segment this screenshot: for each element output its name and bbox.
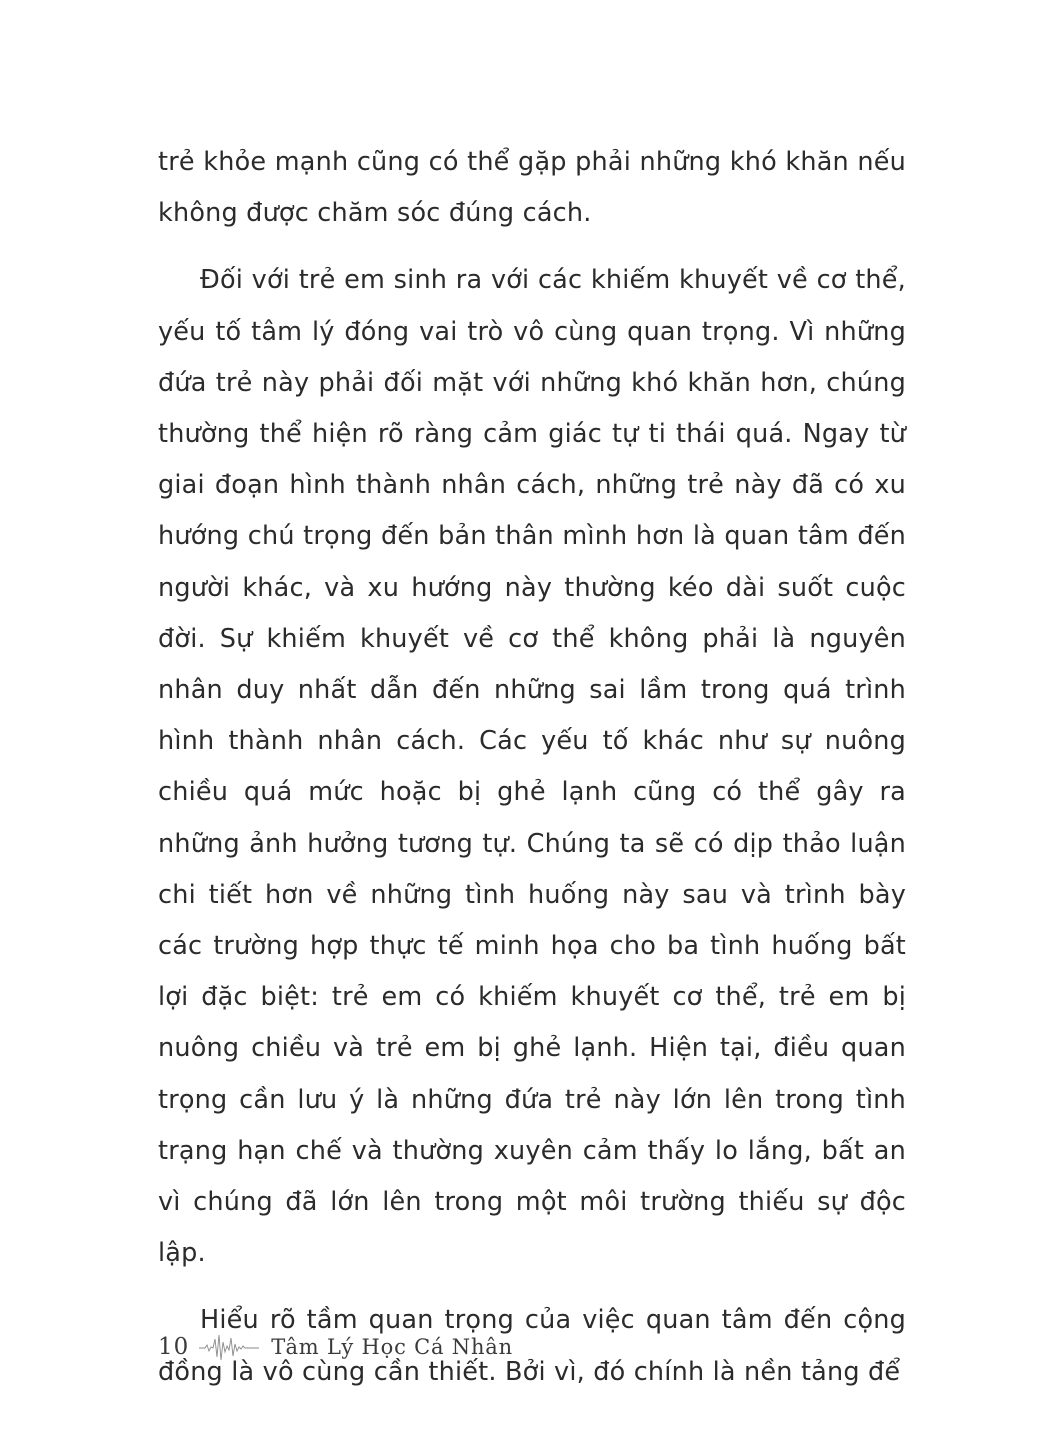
body-text [158, 137, 906, 1398]
book-title: Tâm Lý Học Cá Nhân [271, 1335, 513, 1359]
heartbeat-line-icon [199, 1330, 259, 1364]
paragraph-continuation: trẻ khỏe mạnh cũng có thể gặp phải những khó khăn nếu không được chăm sóc đúng cách. [158, 147, 906, 229]
paragraph-physical-defects: Đối với trẻ em sinh ra với các khiếm khuyết về cơ thể, yếu tố tâm lý đóng vai trò vô cùng quan trọng. Vì những đứa trẻ này phải đối mặt với những khó khăn hơn, chúng thường thể hiện rõ ràng cảm giác tự ti thái quá. Ngay từ giai đoạn hình thành nhân cách, những trẻ này đã có xu hướng chú trọng đến bản thân mình hơn là quan tâm đến người khác, và xu hướng này thường kéo dài suốt cuộc đời. Sự khiếm khuyết về cơ thể không phải là nguyên nhân duy nhất dẫn đến những sai lầm trong quá trình hình thành nhân cách. Các yếu tố khác như sự nuông chiều quá mức hoặc bị ghẻ lạnh cũng có thể gây ra những ảnh hưởng tương tự. Chúng ta sẽ có dịp thảo luận chi tiết hơn về những tình huống này sau và trình bày các trường hợp thực tế minh họa cho ba tình huống bất lợi đặc biệt: trẻ em có khiếm khuyết cơ thể, trẻ em bị nuông chiều và trẻ em bị ghẻ lạnh. Hiện tại, điều quan trọng cần lưu ý là những đứa trẻ này lớn lên trong tình trạng hạn chế và thường xuyên cảm thấy lo lắng, bất an vì chúng đã lớn lên trong một môi trường thiếu sự độc lập. [158, 265, 906, 1269]
page-number: 10 [158, 1334, 190, 1360]
paragraph-community: Hiểu rõ tầm quan trọng của việc quan tâm đến cộng đồng là vô cùng cần thiết. Bởi vì, đó chính là nền tảng để [158, 1305, 906, 1387]
page-footer [158, 1330, 513, 1364]
